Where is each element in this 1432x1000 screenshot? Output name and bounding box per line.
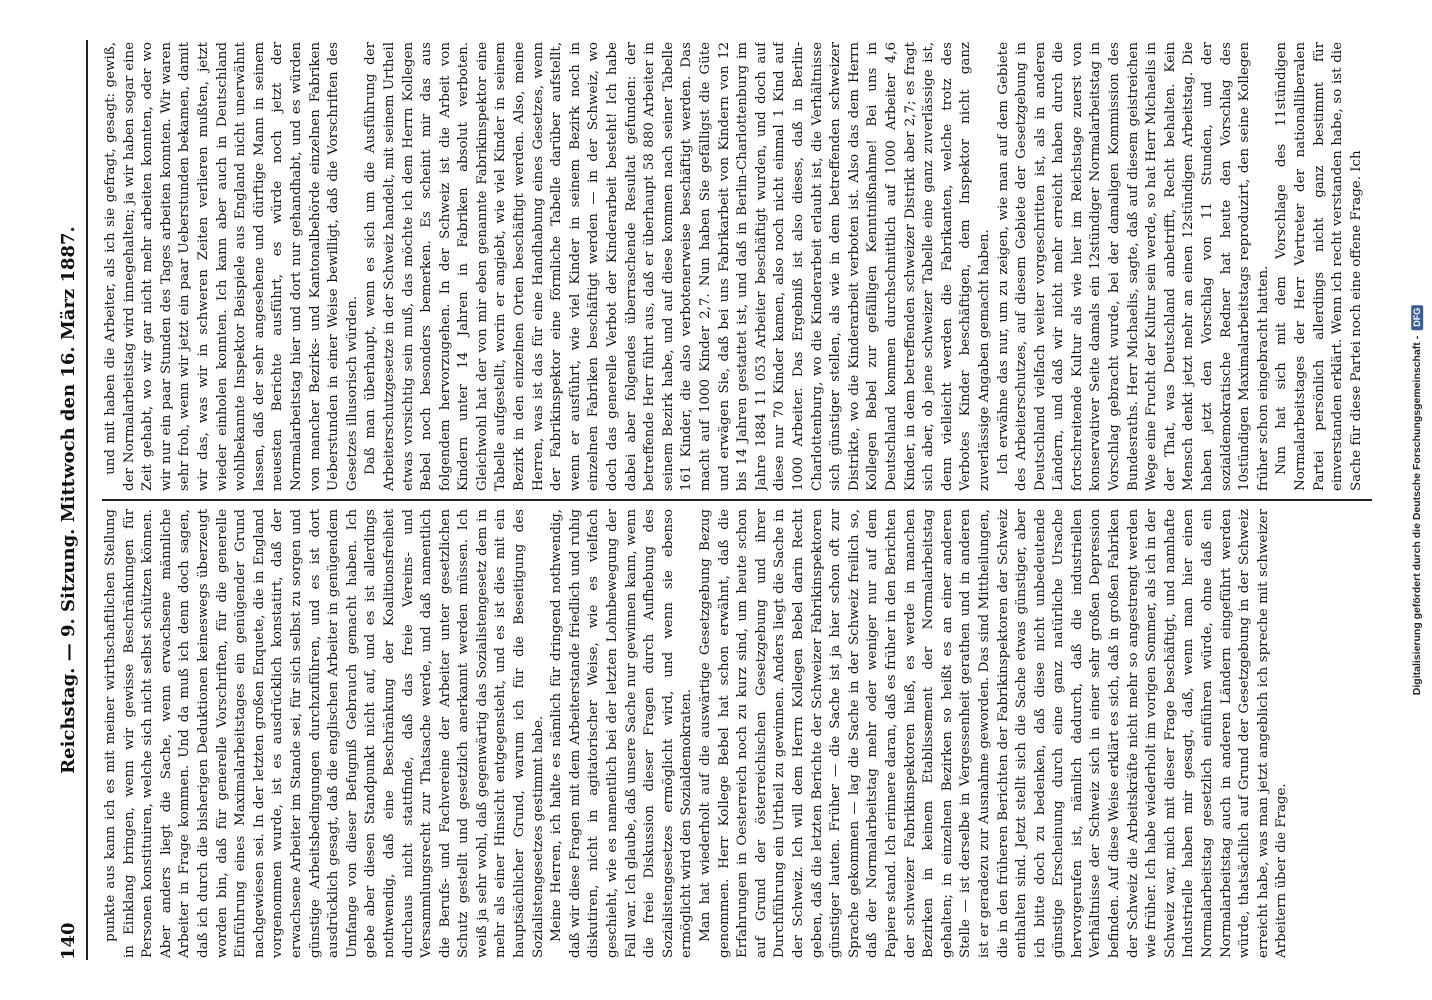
dfg-logo: DFG [1411, 305, 1423, 330]
digitization-credit [1404, 0, 1430, 1000]
right-column [102, 42, 1372, 491]
paragraph: Meine Herren, ich halte es nämlich für dringend nothwendig, daß wir diese Fragen mit dem Arbeiterstande friedlich und ruhig diskutiren, nicht in agitatorischer Weise, wie es vielfach geschieht, wie es namentlich bei der letzten Lohnbewegung der Fall war. Ich glaube, daß unsere Sache nur gewinnen kann, wenn die freie Diskussion dieser Fragen durch Aufhebung des Sozialistengesetzes ermöglicht wird, und wenn sie ebenso ermöglicht wird den Sozialdemokraten. [549, 509, 695, 958]
column-divider [102, 491, 1372, 509]
left-column [102, 509, 1372, 958]
paragraph: Ich erwähne das nur, um zu zeigen, wie man auf dem Gebiete des Arbeiterschutzes, auf diesem Gebiete der Gesetzgebung in Deutschland vielfach weiter vorgeschritten ist, als in anderen Ländern, und daß wir nicht mehr erreicht haben durch die fortschreitende Kultur als wie hier im Reichstage zuerst von konservativer Seite damals ein 12stündiger Normalarbeitstag in Vorschlag gebracht wurde, bei der damaligen Kommission des Bundesraths. Herr Michaelis, sagte, daß auf diesem geistreichen Wege eine Frucht der Kultur sein werde, so hat Herr Michaelis in der That, was Deutschland anbetrifft, Recht behalten. Kein Mensch denkt jetzt mehr an einen 12stündigen Arbeitstag. Die haben jetzt den Vorschlag von 11 Stunden, und der sozialdemokratische Redner hat heute den Vorschlag des 10stündigen Maximalarbeitstags reproduzirt, den seine Kollegen früher schon eingebracht hatten. [995, 42, 1271, 491]
credit-text: Digitalisierung gefördert durch die Deutsche Forschungsgemeinschaft - [1411, 335, 1424, 696]
scanned-page [36, 20, 1396, 980]
paragraph: Man hat wiederholt auf die auswärtige Gesetzgebung Bezug genommen. Herr Kollege Bebel hat schon erwähnt, daß die Erfahrungen in Oesterreich noch zu kurz sind, um heute schon auf Grund der österreichischen Gesetzgebung und ihrer Durchführung ein Urtheil zu gewinnen. Anders liegt die Sache in der Schweiz. Ich will dem Herrn Kollegen Bebel darin Recht geben, daß die letzten Berichte der Schweizer Fabrikinspektoren günstiger lauten. Früher — die Sache ist ja hier schon oft zur Sprache gekommen — lag die Sache in der Schweiz freilich so, daß der Normalarbeitstag mehr oder weniger nur auf dem Papiere stand. Ich erinnere daran, daß es früher in den Berichten der schweizer Fabrikinspektoren hieß, es werde in manchen Bezirken in keinem Etablissement der Normalarbeitstag gehalten; in einzelnen Bezirken so heißt es an einer anderen Stelle — ist derselbe in Vergessenheit gerathen und in anderen ist er geradezu zur Ausnahme geworden. Das sind Mittheilungen, die in den früheren Berichten der Fabrikinspektoren der Schweiz enthalten sind. Jetzt stellt sich die Sache etwas günstiger, aber ich bitte doch zu bedenken, daß diese nicht unbedeutende günstige Erscheinung durch eine ganz natürliche Ursache hervorgerufen ist, nämlich dadurch, daß die industriellen Verhältnisse der Schweiz sich in einer sehr großen Depression befinden. Auf diese Weise erklärt es sich, daß in großen Fabriken der Schweiz die Arbeitskräfte nicht mehr so angestrengt werden wie früher. Ich habe wiederholt im vorigen Sommer, als ich in der Schweiz war, mich mit dieser Frage beschäftigt, und namhafte Industrielle haben mir gesagt, daß, wenn man hier einen Normalarbeitstag gesetzlich einführen würde, ohne daß ein Normalarbeitstag auch in anderen Ländern eingeführt werden würde, thatsächlich auf Grund der Gesetzgebung in der Schweiz erreicht habe, was man jetzt angeblich ich spreche mit schweizer Arbeitern über die Frage. [698, 509, 1290, 958]
running-title: Reichstag. — 9. Sitzung. Mittwoch den 16. März 1887. [58, 226, 79, 774]
page-number: 140 [58, 922, 79, 960]
header-rule [86, 40, 88, 960]
paragraph: punkte aus kann ich es mit meiner wirthschaftlichen Stellung in Einklang bringen, wenn wir gewisse Beschränkungen für Personen konstituiren, welche sich nicht selbst schützen können. Aber anders liegt die Sache, wenn erwachsene männliche Arbeiter in Frage kommen. Und da muß ich denn doch sagen, daß ich durch die bisherigen Deduktionen keineswegs überzeugt worden bin, daß für generelle Vorschriften, für die generelle Einführung eines Maximalarbeitstages ein genügender Grund nachgewiesen sei. In der letzten großen Enquete, die in England vorgenommen wurde, ist es ausdrücklich konstatirt, daß der erwachsene Arbeiter im Stande sei, für sich selbst zu sorgen und günstige Arbeitsbedingungen durchzuführen, und es ist dort ausdrücklich gesagt, daß die englischen Arbeiter in genügendem Umfange von dieser Befugniß Gebrauch gemacht haben. Ich gebe aber diesen Standpunkt nicht auf, und es ist allerdings nothwendig, daß eine Beschränkung der Koalitionsfreiheit durchaus nicht stattfinde, daß das freie Vereins- und Versammlungsrecht zur Thatsache werde, und daß namentlich die Berufs- und Fachvereine der Arbeiter unter gesetzlichen Schutz gestellt und gesetzlich anerkannt werden müssen. Ich weiß ja sehr wohl, daß gegenwärtig das Sozialistengesetz dem in mehr als einer Hinsicht entgegensteht, und es ist dies mit ein hauptsächlicher Grund, warum ich für die Beseitigung des Sozialistengesetzes gestimmt habe. [103, 509, 546, 958]
paragraph: Nun hat sich mit dem Vorschlage des 11stündigen Normalarbeitstages der Herr Vertreter der nationalliberalen Partei persönlich allerdings nicht ganz bestimmt für einverstanden erklärt. Wenn ich recht verstanden habe, so ist die Sache für diese Partei noch eine offene Frage. Ich [1274, 42, 1364, 491]
text-body [102, 42, 1372, 958]
page-header [54, 40, 88, 960]
paragraph: und mit haben die Arbeiter, als ich sie gefragt, gesagt: gewiß, der Normalarbeitstag wird innegehalten; ja wir haben sogar eine Zeit gehabt, wo wir gar nicht mehr arbeiten konnten, oder wo wir nur ein paar Stunden des Tages arbeiten konnten. Wir waren sehr froh, wenn wir jetzt ein paar Ueberstunden bekamen, damit wir das, was wir in schweren Zeiten verlieren mußten, jetzt wieder einholen konnten. Ich kann aber auch in Deutschland wohlbekannte Inspektor Beispiele aus England nicht unerwähnt lassen, daß der sehr angesehene und dürftige Mann in seinem neuesten Berichte ausführt, es würde noch jetzt der Normalarbeitstag hier und dort nur gehandhabt, und es würden von mancher Bezirks- und Kantonalbehörde einzelnen Fabriken Ueberstunden in einer Weise bewilligt, daß die Vorschriften des Gesetzes illusorisch würden. [103, 42, 360, 491]
paragraph: Daß man überhaupt, wenn es sich um die Ausführung der Arbeiterschutzgesetze in der Schweiz handelt, mit seinem Urtheil etwas vorsichtig sein muß, das möchte ich dem Herrn Kollegen Bebel noch besonders bemerken. Es scheint mir das aus folgendem hervorzugehen. In der Schweiz ist die Arbeit von Kindern unter 14 Jahren in Fabriken absolut verboten. Gleichwohl hat der von mir eben genannte Fabrikinspektor eine Tabelle aufgestellt, worin er angiebt, wie viel Kinder in seinem Bezirk in den einzelnen Orten beschäftigt werden. Also, meine Herren, was ist das für eine Handhabung eines Gesetzes, wenn der Fabrikinspektor eine förmliche Tabelle darüber aufstellt, wenn er ausführt, wie viel Kinder in seinem Bezirk noch in einzelnen Fabriken beschäftigt werden — in der Schweiz, wo doch das generelle Verbot der Kinderarbeit besteht! Ich habe dabei aber folgendes überraschende Resultat gefunden: der betreffende Herr führt aus, daß er überhaupt 58 880 Arbeiter in seinem Bezirk habe, und auf diese kommen nach seiner Tabelle 161 Kinder, die also verbotenerweise beschäftigt werden. Das macht auf 1000 Kinder 2,7. Nun haben Sie gefälligst die Güte und erwägen Sie, daß bei uns Fabrikarbeit von Kindern von 12 bis 14 Jahren gestattet ist, und daß in Berlin-Charlottenburg im Jahre 1884 11 053 Arbeiter beschäftigt wurden, und doch auf diese nur 70 Kinder kamen, also noch nicht einmal 1 Kind auf 1000 Arbeiter. Das Ergebniß ist also dieses, daß in Berlin-Charlottenburg, wo die Kinderarbeit erlaubt ist, die Verhältnisse sich günstiger stellen, als wie in dem betreffenden schweizer Distrikte, wo die Kinderarbeit verboten ist. Also das dem Herrn Kollegen Bebel zur gefälligen Kenntnißnahme! Bei uns in Deutschland kommen durchschnittlich auf 1000 Arbeiter 4,6 Kinder, in dem betreffenden schweizer Distrikt aber 2,7; es fragt sich aber, ob jene schweizer Tabelle eine ganz zuverlässige ist, denn vielleicht werden die Fabrikanten, welche trotz des Verbotes Kinder beschäftigen, dem Inspektor nicht ganz zuverlässige Angaben gemacht haben. [363, 42, 992, 491]
